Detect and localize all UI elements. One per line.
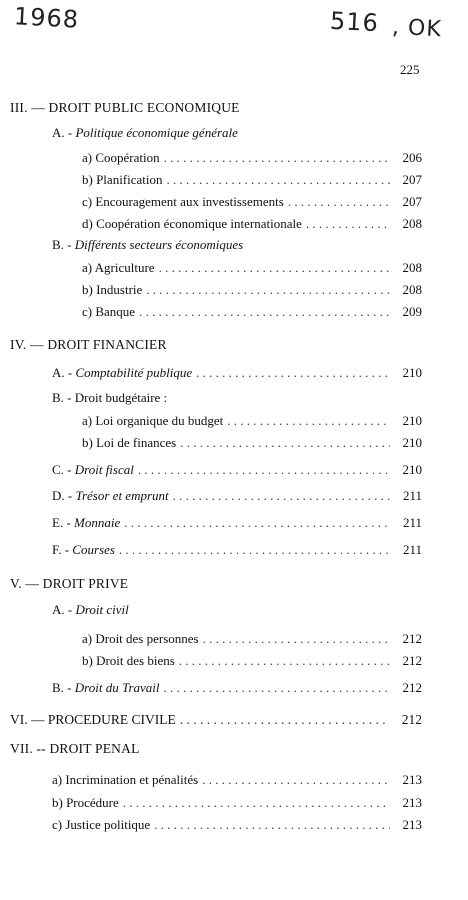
entry-label: c) Encouragement aux investissements xyxy=(82,194,284,209)
dot-leader xyxy=(164,680,390,696)
entry-page: 210 xyxy=(402,365,422,380)
entry-label xyxy=(52,488,169,504)
toc-entry xyxy=(52,542,422,558)
entry-label: a) Agriculture xyxy=(82,260,155,275)
subsection-title: Droit budgétaire : xyxy=(74,390,168,405)
dot-leader xyxy=(146,282,390,298)
dot-leader xyxy=(159,260,390,276)
entry-label: c) Justice politique xyxy=(52,817,151,832)
handwritten-annotation-ok: , OK xyxy=(391,14,443,43)
toc-entry xyxy=(82,194,422,210)
subsection-heading xyxy=(52,237,243,253)
entry-page: 210 xyxy=(402,413,422,428)
dot-leader xyxy=(123,795,390,811)
toc-entry xyxy=(10,712,422,728)
entry-page: 207 xyxy=(402,172,422,187)
dot-leader xyxy=(180,712,390,728)
dot-leader xyxy=(202,772,390,788)
handwritten-annotation-year: 1968 xyxy=(13,2,80,34)
subsection-title: Politique économique générale xyxy=(75,125,238,140)
toc-entry xyxy=(82,150,422,166)
entry-label: b) Loi de finances xyxy=(82,435,177,450)
subsection-title: Différents secteurs économiques xyxy=(74,237,244,252)
section-heading: VII. -- DROIT PENAL xyxy=(10,741,140,756)
toc-entry xyxy=(52,462,422,478)
entry-page: 207 xyxy=(402,194,422,209)
page-number: 225 xyxy=(400,62,420,77)
subsection-prefix: F. - xyxy=(52,542,70,557)
toc-entry xyxy=(82,304,422,320)
dot-leader xyxy=(164,150,390,166)
entry-label: a) Coopération xyxy=(82,150,160,165)
entry-label: d) Coopération économique internationale xyxy=(82,216,302,231)
toc-entry xyxy=(82,631,422,647)
section-heading: IV. — DROIT FINANCIER xyxy=(10,337,167,352)
entry-page: 212 xyxy=(402,680,422,695)
entry-label xyxy=(52,462,134,478)
toc-entry xyxy=(52,795,422,811)
section-heading: III. — DROIT PUBLIC ECONOMIQUE xyxy=(10,100,240,115)
subsection-prefix: C. - xyxy=(52,462,72,477)
entry-page: 213 xyxy=(402,772,422,787)
dot-leader xyxy=(306,216,390,232)
entry-label: b) Droit des biens xyxy=(82,653,175,668)
entry-page: 212 xyxy=(401,712,422,727)
entry-page: 213 xyxy=(402,795,422,810)
subsection-prefix: E. - xyxy=(52,515,71,530)
entry-page: 210 xyxy=(402,462,422,477)
entry-label: a) Incrimination et pénalités xyxy=(52,772,199,787)
subsection-title: Trésor et emprunt xyxy=(75,488,169,503)
subsection-heading xyxy=(52,602,129,618)
entry-page: 212 xyxy=(402,653,422,668)
entry-label xyxy=(52,542,115,558)
dot-leader xyxy=(179,653,390,669)
toc-entry xyxy=(82,413,422,429)
subsection-title: Comptabilité publique xyxy=(75,365,193,380)
entry-label xyxy=(52,515,120,531)
handwritten-annotation-ref: 516 xyxy=(329,6,380,38)
entry-page: 211 xyxy=(402,542,422,557)
dot-leader xyxy=(124,515,390,531)
entry-page: 211 xyxy=(402,515,422,530)
subsection-title: Droit civil xyxy=(75,602,129,617)
entry-label: b) Industrie xyxy=(82,282,143,297)
subsection-title: Courses xyxy=(72,542,115,557)
entry-label: b) Procédure xyxy=(52,795,119,810)
entry-page: 211 xyxy=(402,488,422,503)
subsection-prefix: B. - xyxy=(52,237,72,252)
toc-entry xyxy=(52,772,422,788)
subsection-prefix: D. - xyxy=(52,488,73,503)
entry-page: 210 xyxy=(402,435,422,450)
toc-entry xyxy=(52,817,422,833)
dot-leader xyxy=(227,413,390,429)
toc-entry xyxy=(82,216,422,232)
section-heading: VI. — PROCEDURE CIVILE xyxy=(10,712,176,727)
entry-page: 209 xyxy=(402,304,422,319)
subsection-title: Monnaie xyxy=(74,515,121,530)
entry-page: 212 xyxy=(402,631,422,646)
entry-page: 206 xyxy=(402,150,422,165)
dot-leader xyxy=(139,304,390,320)
subsection-prefix: B. - xyxy=(52,390,72,405)
entry-page: 208 xyxy=(402,282,422,297)
subsection-prefix: A. - xyxy=(52,602,73,617)
section-heading: V. — DROIT PRIVE xyxy=(10,576,129,591)
subsection-title: Droit du Travail xyxy=(74,680,160,695)
toc-entry xyxy=(82,282,422,298)
entry-page: 208 xyxy=(402,216,422,231)
dot-leader xyxy=(119,542,390,558)
subsection-heading xyxy=(52,125,238,141)
toc-entry xyxy=(82,435,422,451)
toc-entry xyxy=(82,172,422,188)
entry-label: a) Droit des personnes xyxy=(82,631,199,646)
subsection-prefix: A. - xyxy=(52,365,73,380)
dot-leader xyxy=(154,817,390,833)
dot-leader xyxy=(173,488,390,504)
toc-entry xyxy=(52,365,422,381)
subsection-prefix: B. - xyxy=(52,680,72,695)
toc-entry xyxy=(52,680,422,696)
dot-leader xyxy=(203,631,390,647)
entry-label: a) Loi organique du budget xyxy=(82,413,224,428)
subsection-prefix: A. - xyxy=(52,125,73,140)
dot-leader xyxy=(288,194,390,210)
dot-leader xyxy=(138,462,390,478)
subsection-heading xyxy=(52,390,167,406)
entry-label: c) Banque xyxy=(82,304,136,319)
toc-entry xyxy=(52,488,422,504)
subsection-title: Droit fiscal xyxy=(74,462,134,477)
toc-entry xyxy=(82,653,422,669)
dot-leader xyxy=(196,365,390,381)
toc-entry xyxy=(52,515,422,531)
toc-entry xyxy=(82,260,422,276)
entry-label xyxy=(52,680,160,696)
entry-label xyxy=(52,365,192,381)
dot-leader xyxy=(167,172,390,188)
entry-page: 213 xyxy=(402,817,422,832)
dot-leader xyxy=(180,435,390,451)
entry-label: b) Planification xyxy=(82,172,163,187)
entry-page: 208 xyxy=(402,260,422,275)
